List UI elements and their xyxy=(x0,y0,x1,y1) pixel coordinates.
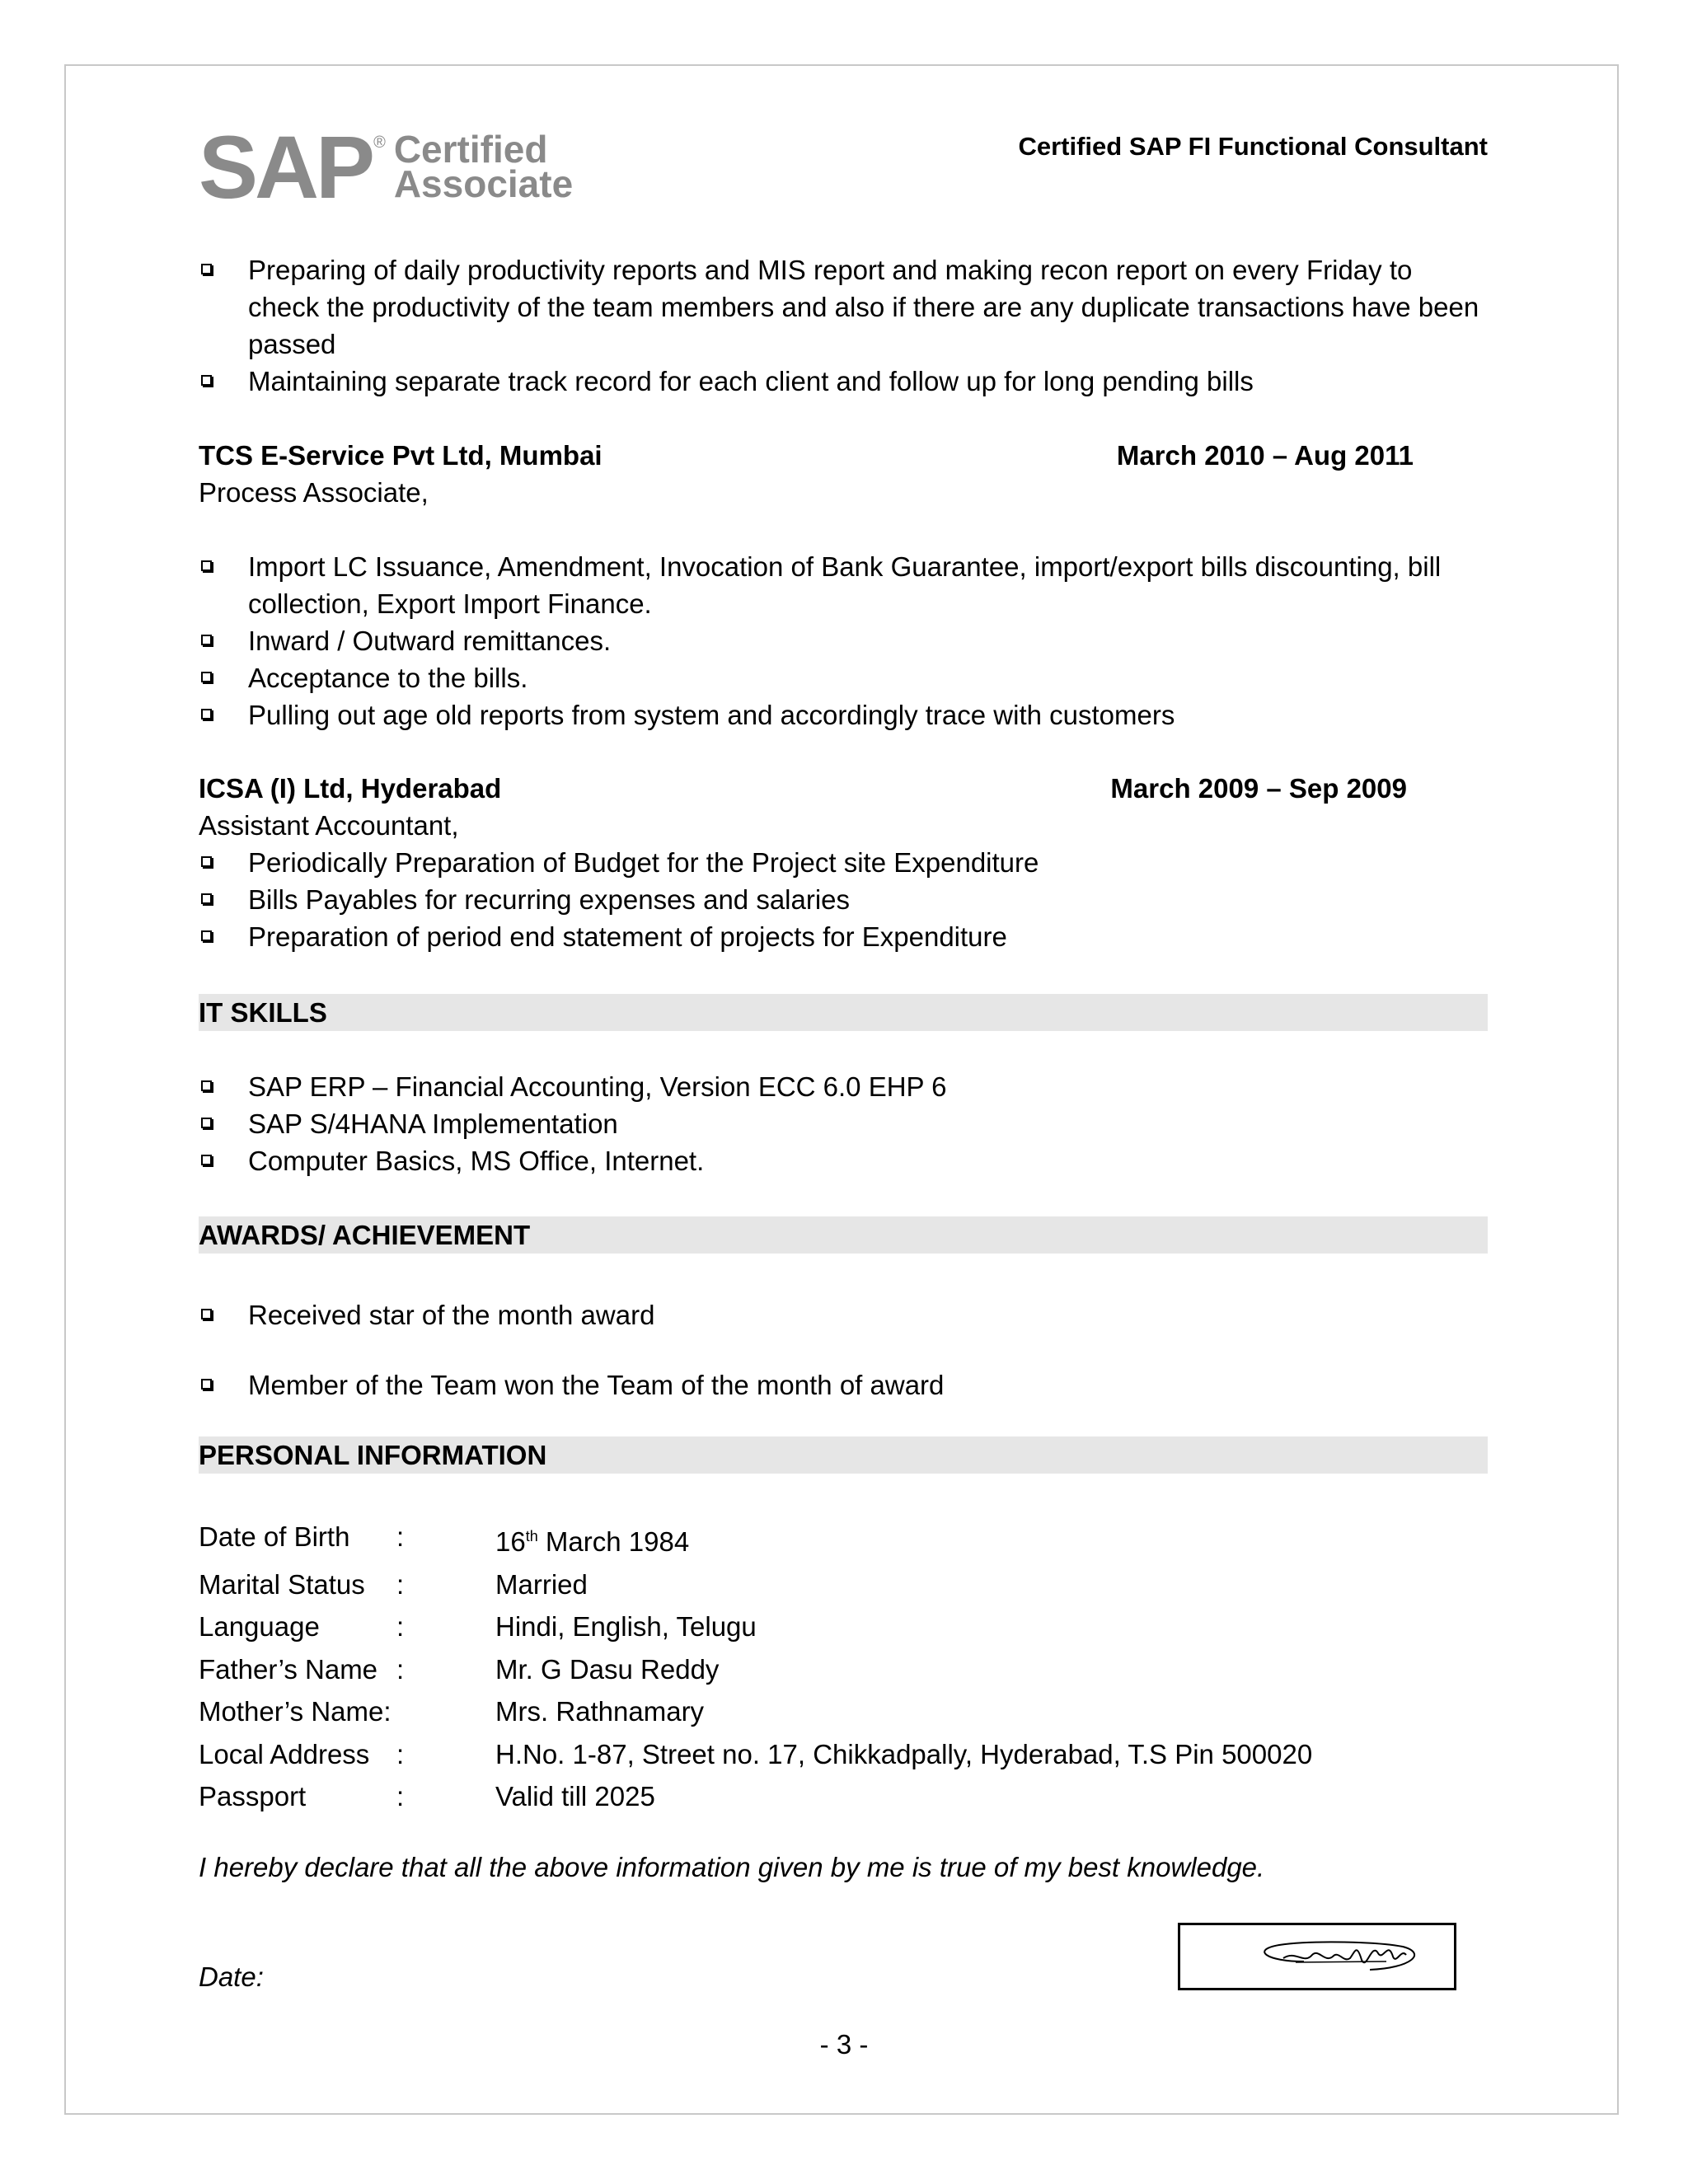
job-header xyxy=(199,770,1488,807)
checkbox-bullet-icon xyxy=(201,1118,212,1128)
logo-caption xyxy=(393,128,574,205)
info-row-language xyxy=(199,1605,1488,1648)
info-row-dob xyxy=(199,1516,1488,1563)
info-colon: : xyxy=(396,1738,405,1769)
info-value: Mrs. Rathnamary xyxy=(495,1696,705,1727)
list-item xyxy=(199,1366,1488,1404)
info-colon: : xyxy=(396,1653,405,1685)
job-company: TCS E-Service Pvt Ltd, Mumbai xyxy=(199,440,603,471)
info-label: Passport xyxy=(199,1781,307,1811)
section-heading: IT SKILLS xyxy=(199,994,1488,1031)
list-item xyxy=(199,251,1488,363)
sap-certified-logo xyxy=(199,117,574,217)
info-value xyxy=(495,1516,689,1563)
info-colon: : xyxy=(396,1521,405,1552)
section-heading: AWARDS/ ACHIEVEMENT xyxy=(199,1216,1488,1254)
checkbox-bullet-icon xyxy=(201,1379,212,1390)
job-dates: March 2010 – Aug 2011 xyxy=(1116,440,1414,471)
checkbox-bullet-icon xyxy=(201,264,212,274)
info-label: Marital Status xyxy=(199,1568,365,1600)
info-label: Father’s Name xyxy=(199,1653,378,1685)
job-icsa xyxy=(199,770,1488,955)
list-item-text: Inward / Outward remittances. xyxy=(248,626,612,656)
checkbox-bullet-icon xyxy=(201,1155,212,1165)
logo-caption-line2: Associate xyxy=(393,162,574,205)
info-label: Date of Birth xyxy=(199,1521,350,1552)
list-item-text: Import LC Issuance, Amendment, Invocation of Bank Guarantee, import/export bills discounting, bill collection, Export Import Finance. xyxy=(248,551,1442,619)
logo-sap-text: SAP xyxy=(199,117,373,217)
personal-info-section xyxy=(199,1436,1488,1818)
info-label: Local Address xyxy=(199,1738,370,1769)
list-item xyxy=(199,1142,1488,1179)
info-colon: : xyxy=(396,1781,405,1811)
list-item-text: Received star of the month award xyxy=(248,1300,655,1330)
checkbox-bullet-icon xyxy=(201,672,212,682)
logo-caption-line1: Certified xyxy=(393,128,548,171)
info-row-address xyxy=(199,1733,1488,1776)
checkbox-bullet-icon xyxy=(201,635,212,645)
checkbox-bullet-icon xyxy=(201,856,212,867)
job-dates: March 2009 – Sep 2009 xyxy=(1110,773,1407,804)
list-item-text: Member of the Team won the Team of the month of award xyxy=(248,1370,945,1400)
list-item-text: Maintaining separate track record for each client and follow up for long pending bills xyxy=(248,366,1254,396)
list-item-text: Pulling out age old reports from system and accordingly trace with customers xyxy=(248,700,1175,730)
list-item-text: SAP S/4HANA Implementation xyxy=(248,1108,618,1139)
checkbox-bullet-icon xyxy=(201,709,212,719)
list-item xyxy=(199,696,1488,733)
list-item-text: SAP ERP – Financial Accounting, Version ECC 6.0 EHP 6 xyxy=(248,1071,947,1102)
job-company: ICSA (I) Ltd, Hyderabad xyxy=(199,773,502,804)
job-header xyxy=(199,437,1488,474)
header-title: Certified SAP FI Functional Consultant xyxy=(1018,132,1488,161)
info-value: Mr. G Dasu Reddy xyxy=(495,1653,720,1685)
list-item xyxy=(199,1105,1488,1142)
list-item-text: Computer Basics, MS Office, Internet. xyxy=(248,1146,705,1176)
list-item-text: Acceptance to the bills. xyxy=(248,663,528,693)
date-label: Date: xyxy=(199,1961,264,1992)
list-item xyxy=(199,622,1488,659)
list-item-text: Preparing of daily productivity reports and MIS report and making recon report on every Friday to check the productivity of the team members and also if there are any duplicate transactions have been passed xyxy=(248,255,1479,359)
checkbox-bullet-icon xyxy=(201,930,212,941)
list-item-text: Bills Payables for recurring expenses and salaries xyxy=(248,884,851,915)
list-item-text: Periodically Preparation of Budget for the Project site Expenditure xyxy=(248,847,1039,878)
list-item xyxy=(199,1296,1488,1333)
list-item xyxy=(199,918,1488,955)
list-item xyxy=(199,881,1488,918)
info-value-rest: March 1984 xyxy=(537,1526,690,1557)
checkbox-bullet-icon xyxy=(201,893,212,904)
info-value: Hindi, English, Telugu xyxy=(495,1611,757,1642)
top-bullets-block xyxy=(199,251,1488,400)
info-value: Married xyxy=(495,1568,588,1600)
list-item-text: Preparation of period end statement of projects for Expenditure xyxy=(248,921,1007,952)
section-heading: PERSONAL INFORMATION xyxy=(199,1436,1488,1474)
page-number: - 3 - xyxy=(819,2029,869,2060)
info-row-father xyxy=(199,1648,1488,1691)
job-tcs xyxy=(199,437,1488,733)
list-item xyxy=(199,659,1488,696)
list-item xyxy=(199,363,1488,400)
info-label: Language xyxy=(199,1611,320,1642)
checkbox-bullet-icon xyxy=(201,560,212,571)
logo-registered-mark: ® xyxy=(373,134,386,152)
info-value-suffix: th xyxy=(525,1528,538,1544)
list-item xyxy=(199,844,1488,881)
info-colon xyxy=(396,1690,495,1733)
checkbox-bullet-icon xyxy=(201,375,212,386)
it-skills-section xyxy=(199,994,1488,1179)
job-role: Assistant Accountant, xyxy=(199,810,459,841)
awards-section xyxy=(199,1216,1488,1404)
info-colon: : xyxy=(396,1568,405,1600)
list-item xyxy=(199,1068,1488,1105)
info-value: H.No. 1-87, Street no. 17, Chikkadpally, Hyderabad, T.S Pin 500020 xyxy=(495,1738,1313,1769)
info-value-day: 16 xyxy=(495,1526,526,1557)
info-row-mother xyxy=(199,1690,1488,1733)
info-row-passport xyxy=(199,1775,1488,1818)
declaration: I hereby declare that all the above information given by me is true of my best knowledge. xyxy=(199,1852,1265,1882)
checkbox-bullet-icon xyxy=(201,1080,212,1091)
info-value: Valid till 2025 xyxy=(495,1781,655,1811)
info-colon: : xyxy=(396,1611,405,1642)
checkbox-bullet-icon xyxy=(201,1309,212,1319)
info-row-marital xyxy=(199,1563,1488,1606)
job-role: Process Associate, xyxy=(199,477,429,508)
list-item xyxy=(199,548,1488,622)
info-label: Mother’s Name: xyxy=(199,1696,392,1727)
